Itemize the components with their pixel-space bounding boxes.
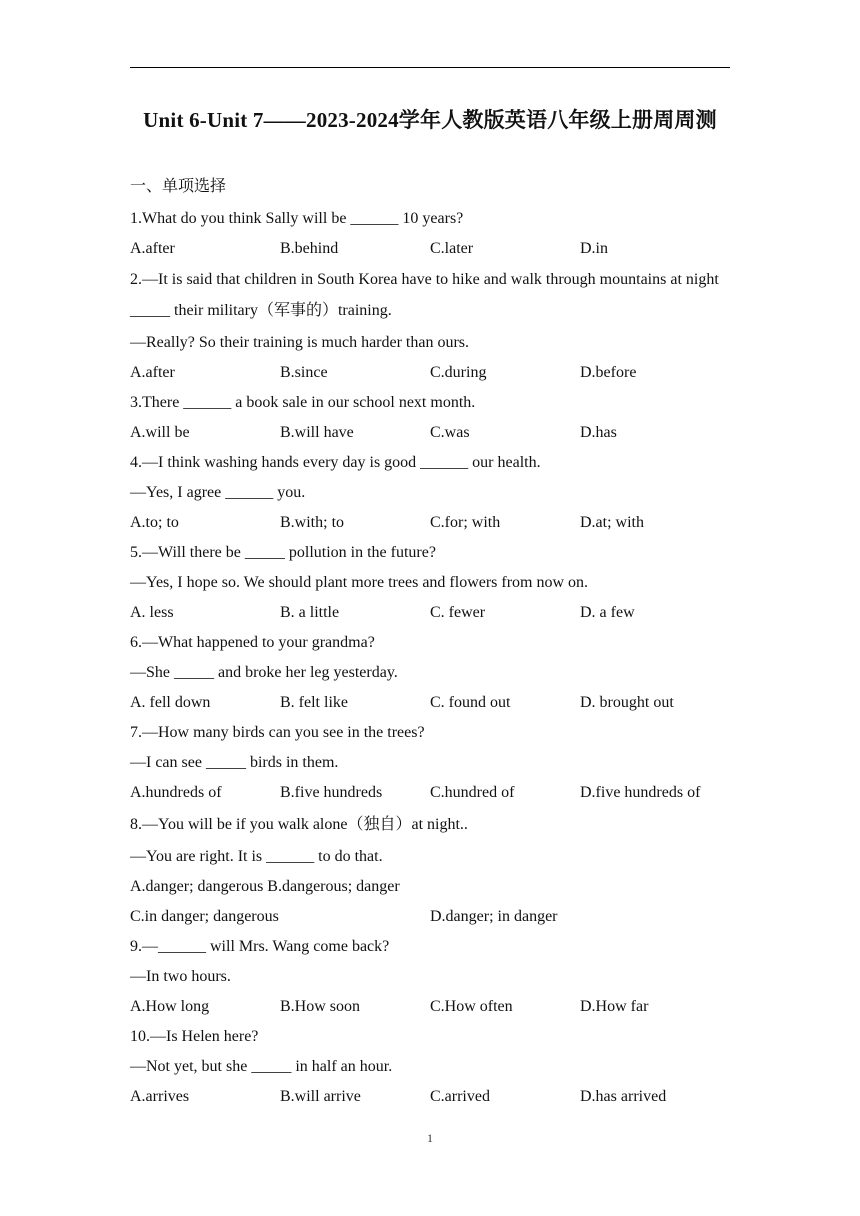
option-b[interactable]: B.since xyxy=(280,364,328,381)
option-d[interactable]: D. a few xyxy=(580,604,635,621)
options-row xyxy=(130,688,735,718)
options-row xyxy=(130,992,735,1022)
option-a[interactable]: A. less xyxy=(130,604,174,621)
page-number: 1 xyxy=(427,1131,433,1145)
option-d[interactable]: D.has arrived xyxy=(580,1088,667,1105)
question-stem: 2.—It is said that children in South Korea have to hike and walk through mountains at night _____ their military（军事的）training. xyxy=(130,271,719,319)
question-9 xyxy=(130,932,735,1022)
option-c[interactable]: C.hundred of xyxy=(430,784,515,801)
options-row xyxy=(130,1082,735,1112)
option-c[interactable]: C.during xyxy=(430,364,487,381)
option-c[interactable]: C.later xyxy=(430,240,474,257)
option-b[interactable]: B.with; to xyxy=(280,514,345,531)
option-a[interactable]: A.danger; dangerous xyxy=(130,878,264,895)
question-6 xyxy=(130,628,735,718)
option-c[interactable]: C.arrived xyxy=(430,1088,490,1105)
option-c[interactable]: C.for; with xyxy=(430,514,501,531)
option-d[interactable]: D.five hundreds of xyxy=(580,784,701,801)
dialogue-reply: —Not yet, but she _____ in half an hour. xyxy=(130,1058,393,1075)
options-row xyxy=(130,598,735,628)
options-row xyxy=(130,902,735,932)
option-c[interactable]: C.was xyxy=(430,424,470,441)
question-10 xyxy=(130,1022,735,1112)
option-b[interactable]: B. a little xyxy=(280,604,340,621)
option-a[interactable]: A.arrives xyxy=(130,1088,190,1105)
question-stem: 6.—What happened to your grandma? xyxy=(130,634,375,651)
question-7 xyxy=(130,718,735,808)
question-stem: 3.There ______ a book sale in our school next month. xyxy=(130,394,476,411)
question-stem: 7.—How many birds can you see in the trees? xyxy=(130,724,425,741)
option-a[interactable]: A. fell down xyxy=(130,694,211,711)
options-row xyxy=(130,358,735,388)
option-a[interactable]: A.hundreds of xyxy=(130,784,222,801)
option-d[interactable]: D.in xyxy=(580,240,608,257)
options-row xyxy=(130,508,735,538)
question-8 xyxy=(130,810,735,932)
option-b[interactable]: B.behind xyxy=(280,240,339,257)
dialogue-reply: —Yes, I hope so. We should plant more trees and flowers from now on. xyxy=(130,574,589,591)
question-stem: 5.—Will there be _____ pollution in the future? xyxy=(130,544,436,561)
question-4 xyxy=(130,448,735,538)
question-2 xyxy=(130,264,735,388)
option-d[interactable]: D.danger; in danger xyxy=(430,908,558,925)
question-5 xyxy=(130,538,735,628)
question-stem: 1.What do you think Sally will be ______ 10 years? xyxy=(130,210,464,227)
option-a[interactable]: A.How long xyxy=(130,998,210,1015)
question-stem: 10.—Is Helen here? xyxy=(130,1028,259,1045)
options-row xyxy=(130,872,735,902)
option-d[interactable]: D. brought out xyxy=(580,694,674,711)
question-3 xyxy=(130,388,735,448)
option-c[interactable]: C. fewer xyxy=(430,604,486,621)
dialogue-reply: —Really? So their training is much harder than ours. xyxy=(130,334,470,351)
dialogue-reply: —Yes, I agree ______ you. xyxy=(130,484,306,501)
option-b[interactable]: B.five hundreds xyxy=(280,784,383,801)
options-row xyxy=(130,778,735,808)
option-b[interactable]: B. felt like xyxy=(280,694,348,711)
option-d[interactable]: D.has xyxy=(580,424,617,441)
question-1 xyxy=(130,204,735,264)
dialogue-reply: —You are right. It is ______ to do that. xyxy=(130,848,383,865)
question-stem: 8.—You will be if you walk alone（独自）at night.. xyxy=(130,816,468,833)
options-row xyxy=(130,234,735,264)
question-stem: 9.—______ will Mrs. Wang come back? xyxy=(130,938,390,955)
option-d[interactable]: D.How far xyxy=(580,998,649,1015)
option-a[interactable]: A.to; to xyxy=(130,514,179,531)
option-b[interactable]: B.will have xyxy=(280,424,354,441)
option-d[interactable]: D.before xyxy=(580,364,637,381)
header-rule xyxy=(130,67,730,68)
option-b[interactable]: B.How soon xyxy=(280,998,361,1015)
question-stem: 4.—I think washing hands every day is good ______ our health. xyxy=(130,454,541,471)
options-row xyxy=(130,418,735,448)
option-c[interactable]: C.How often xyxy=(430,998,513,1015)
dialogue-reply: —She _____ and broke her leg yesterday. xyxy=(130,664,398,681)
option-d[interactable]: D.at; with xyxy=(580,514,644,531)
section-heading: 一、单项选择 xyxy=(130,178,227,195)
document-body xyxy=(130,172,735,1112)
dialogue-reply: —I can see _____ birds in them. xyxy=(130,754,339,771)
option-b[interactable]: B.will arrive xyxy=(280,1088,361,1105)
option-a[interactable]: A.after xyxy=(130,364,175,381)
page-title: Unit 6-Unit 7——2023-2024学年人教版英语八年级上册周周测 xyxy=(143,108,717,132)
option-a[interactable]: A.after xyxy=(130,240,175,257)
dialogue-reply: —In two hours. xyxy=(130,968,231,985)
option-c[interactable]: C. found out xyxy=(430,694,511,711)
option-c[interactable]: C.in danger; dangerous xyxy=(130,908,279,925)
option-b[interactable]: B.dangerous; danger xyxy=(267,878,400,895)
option-a[interactable]: A.will be xyxy=(130,424,190,441)
